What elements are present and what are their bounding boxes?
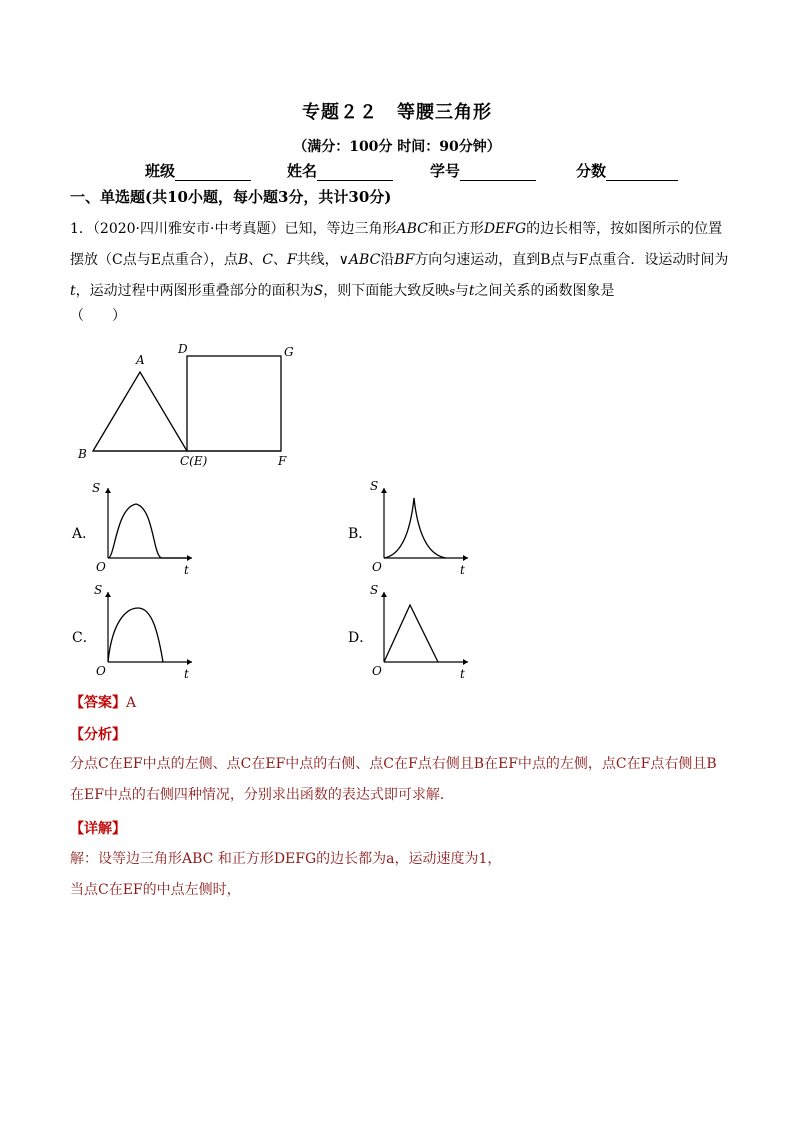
- x-axis-arrow: [463, 555, 468, 561]
- name-label: 姓名: [287, 162, 318, 180]
- curve-arch: [108, 608, 163, 662]
- detail-line-1: 解：设等边三角形ABC 和正方形DEFG的边长都为a，运动速度为1，: [70, 851, 502, 867]
- class-field: [145, 160, 251, 181]
- triangle-abc: [93, 372, 187, 451]
- question-text: 方向匀速运动，直到B点与F点重合．设运动时间为: [414, 252, 729, 268]
- question-1-text: [70, 214, 730, 307]
- question-text: 沿: [380, 252, 395, 268]
- question-text: 之间关系的函数图象是: [474, 283, 615, 299]
- student-id-label: 学号: [430, 162, 461, 180]
- answer-value: A: [126, 695, 137, 711]
- axis-s-label: S: [92, 481, 101, 495]
- score-label: 分数: [576, 162, 607, 180]
- y-axis-arrow: [105, 488, 111, 493]
- question-text: 已知，等边三角形: [284, 221, 397, 237]
- option-c-graph: [88, 582, 198, 682]
- math-c: C: [262, 252, 273, 268]
- page-title: 专题２２ 等腰三角形: [302, 102, 492, 123]
- point-a-label: A: [136, 353, 145, 367]
- curve-triangle: [384, 605, 438, 662]
- section-heading: 一、单选题(共10小题，每小题3分，共计30分): [70, 188, 392, 206]
- axis-s-label: S: [370, 479, 379, 493]
- axis-t-label: t: [460, 667, 465, 681]
- math-f: F: [286, 252, 297, 268]
- origin-label: O: [372, 560, 382, 574]
- option-c-label: C．: [72, 630, 97, 646]
- analysis-tag: 【分析】: [70, 727, 126, 743]
- detail-line-2: 当点C在EF的中点左侧时，: [70, 882, 241, 898]
- class-label: 班级: [145, 162, 176, 180]
- question-text: 、: [272, 252, 287, 268]
- math-s: S: [313, 283, 324, 299]
- question-text: ，运动过程中两图形重叠部分的面积为: [75, 283, 314, 299]
- class-blank: [175, 164, 251, 181]
- point-d-label: D: [178, 342, 188, 356]
- point-ce-label: C(E): [180, 454, 208, 468]
- math-t: t: [468, 283, 475, 299]
- axis-s-label: S: [370, 583, 379, 597]
- triangle-square-figure: [70, 338, 310, 468]
- question-text: 的边长相等，按如图所示的位置摆放（C点与E点重合），点: [70, 221, 723, 268]
- point-b-label: B: [78, 447, 87, 461]
- option-d-label: D．: [348, 630, 374, 646]
- name-blank: [317, 164, 393, 181]
- y-axis-arrow: [105, 592, 111, 597]
- origin-label: O: [372, 664, 382, 678]
- detail-tag: 【详解】: [70, 821, 126, 837]
- x-axis-arrow: [187, 659, 192, 665]
- origin-label: O: [96, 664, 106, 678]
- math-t: t: [70, 283, 76, 299]
- score-blank: [606, 164, 678, 181]
- answer-paren: （ ）: [70, 308, 126, 324]
- math-triangle-abc: ∨ABC: [338, 252, 381, 268]
- question-text: 与: [454, 283, 469, 299]
- exam-meta: （满分：100分 时间：90分钟）: [293, 139, 501, 155]
- student-id-blank: [460, 164, 536, 181]
- math-defg: DEFG: [483, 221, 527, 237]
- name-field: [287, 160, 393, 181]
- question-number: 1．: [70, 221, 93, 237]
- question-text: ，则下面能大致反映: [323, 283, 450, 299]
- axis-t-label: t: [460, 563, 465, 577]
- curve-cusp: [384, 498, 446, 558]
- x-axis-arrow: [463, 659, 468, 665]
- point-f-label: F: [278, 454, 287, 468]
- score-field: [576, 160, 678, 181]
- option-b-label: B．: [348, 526, 373, 542]
- math-b: B: [237, 252, 249, 268]
- square-defg: [187, 356, 281, 451]
- analysis-text: 分点C在EF中点的左侧、点C在EF中点的右侧、点C在F点右侧且B在EF中点的左侧，点C在F点右侧且B在EF中点的右侧四种情况，分别求出函数的表达式即可求解．: [70, 756, 717, 803]
- question-text: 共线，: [296, 252, 339, 268]
- y-axis-arrow: [381, 488, 387, 493]
- axis-s-label: S: [94, 583, 103, 597]
- curve-bell: [108, 504, 190, 558]
- option-d-graph: [364, 582, 474, 682]
- option-a-graph: [88, 478, 198, 578]
- option-b-graph: [364, 478, 474, 578]
- option-a-label: A．: [72, 526, 97, 542]
- math-abc: ABC: [396, 221, 428, 237]
- origin-label: O: [96, 560, 106, 574]
- axis-t-label: t: [184, 667, 189, 681]
- math-bf: BF: [394, 252, 415, 268]
- answer-line: [70, 692, 136, 712]
- student-id-field: [430, 160, 536, 181]
- y-axis-arrow: [381, 592, 387, 597]
- question-source: （2020·四川雅安市·中考真题）: [92, 221, 285, 237]
- answer-tag: 【答案】: [70, 695, 126, 711]
- math-s-small: s: [449, 285, 455, 298]
- question-text: 、: [248, 252, 263, 268]
- question-text: 和正方形: [427, 221, 484, 237]
- axis-t-label: t: [184, 563, 189, 577]
- point-g-label: G: [284, 345, 294, 359]
